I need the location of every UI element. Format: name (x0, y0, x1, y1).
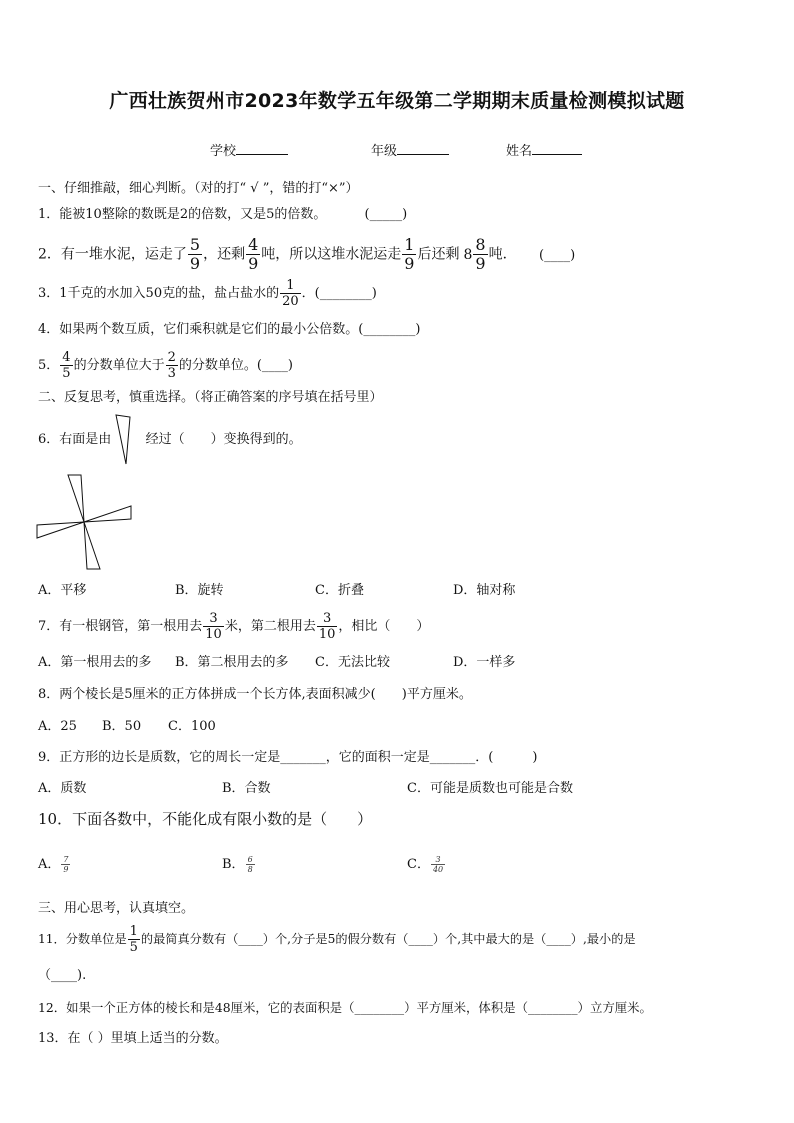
school-field (210, 140, 288, 159)
q7-f2-den: 10 (318, 627, 336, 642)
q6-option-a[interactable]: A．平移 (38, 583, 87, 598)
q7-text-a: 7．有一根钢管，第一根用去 (38, 619, 203, 634)
q2-text-a: 2．有一堆水泥，运走了 (38, 246, 187, 263)
q10-b-fraction (246, 855, 255, 874)
q1-text: 1．能被10整除的数既是2的倍数，又是5的倍数。 (38, 207, 327, 222)
q7-option-a[interactable]: A．第一根用去的多 (38, 655, 152, 670)
q3-text-a: 3．1千克的水加入50克的盐，盐占盐水的 (38, 286, 280, 301)
q2-f1-den: 9 (189, 254, 201, 273)
q2-f3-den: 9 (404, 254, 415, 273)
q2-text-c: 吨，所以这堆水泥运走 (261, 246, 402, 263)
q11-fraction (128, 924, 140, 955)
name-field (506, 140, 582, 159)
q7-fraction-1 (203, 611, 224, 642)
grade-blank[interactable] (397, 141, 449, 155)
school-label: 学校 (210, 144, 237, 159)
q10-c-den: 40 (432, 865, 444, 874)
q5-f1-num: 4 (62, 350, 71, 365)
q3-fraction (280, 278, 301, 309)
page-title: 广西壮族贺州市2023年数学五年级第二学期期末质量检测模拟试题 (109, 90, 685, 112)
grade-field (371, 140, 449, 159)
q7-text-c: ，相比（ ） (338, 619, 430, 634)
q8-option-a[interactable]: A．25 (38, 719, 77, 734)
q5-f2-num: 2 (167, 350, 176, 365)
q10-a-num: 7 (63, 855, 69, 864)
q7-option-d[interactable]: D．一样多 (453, 655, 516, 670)
question-8: 8．两个棱长是5厘米的正方体拼成一个长方体,表面积减少( )平方厘米。 (38, 687, 472, 702)
q7-f1-den: 10 (205, 627, 222, 642)
q2-f4-num: 8 (475, 235, 486, 254)
question-12: 12．如果一个正方体的棱长和是48厘米，它的表面积是（________）平方厘米，体积是（________）立方厘米。 (38, 1000, 652, 1015)
q2-text-d: 后还剩 (417, 246, 460, 263)
q10-a-den: 9 (63, 865, 69, 874)
q7-f2-num: 3 (322, 611, 332, 626)
q9-option-a[interactable]: A．质数 (38, 781, 87, 796)
q5-f2-den: 3 (167, 366, 176, 381)
grade-label: 年级 (371, 144, 398, 159)
q10-c-fraction (431, 855, 445, 874)
q10-b-label: B． (222, 857, 245, 872)
question-3 (38, 278, 377, 309)
question-10: 10．下面各数中，不能化成有限小数的是（ ） (38, 810, 373, 828)
question-11-cont[interactable]: （____). (38, 968, 87, 983)
section3-heading: 三、用心思考，认真填空。 (38, 901, 195, 916)
section1-heading: 一、仔细推敲，细心判断。（对的打“ √ ”，错的打“×”） (38, 181, 359, 196)
q7-f1-num: 3 (209, 611, 218, 626)
q9-option-c[interactable]: C．可能是质数也可能是合数 (407, 781, 573, 796)
q5-fraction-2 (166, 350, 178, 381)
q6-text-a: 6．右面是由 (38, 432, 112, 447)
question-11 (38, 923, 636, 955)
q2-answer[interactable]: (____) (539, 247, 576, 263)
q6-option-d[interactable]: D．轴对称 (453, 583, 516, 598)
q10-b-num: 6 (247, 855, 253, 864)
q5-f1-den: 5 (62, 366, 71, 381)
q3-f-num: 1 (286, 278, 295, 293)
name-label: 姓名 (506, 144, 533, 159)
q10-b-den: 8 (247, 865, 253, 874)
q2-text-b: ，还剩 (203, 246, 246, 263)
q7-fraction-2 (317, 611, 338, 642)
q11-text-a: 11．分数单位是 (38, 932, 127, 946)
q2-f3-num: 1 (404, 235, 415, 254)
q8-option-c[interactable]: C．100 (168, 719, 216, 734)
question-6 (38, 431, 302, 449)
q11-f-den: 5 (129, 940, 138, 955)
school-blank[interactable] (236, 141, 288, 155)
section2-heading: 二、反复思考，慎重选择。（将正确答案的序号填在括号里） (38, 390, 383, 405)
q2-f4-den: 9 (475, 254, 486, 273)
q2-text-e: 吨． (488, 246, 517, 263)
q2-f2-num: 4 (248, 235, 259, 254)
q2-f1-num: 5 (189, 235, 201, 254)
question-4: 4．如果两个数互质，它们乘积就是它们的最小公倍数。(________) (38, 322, 421, 337)
q1-answer[interactable]: (_____) (364, 207, 408, 222)
q2-fraction-4 (473, 236, 487, 273)
q10-c-label: C． (407, 857, 430, 872)
q2-f2-den: 9 (248, 254, 259, 273)
q10-a-label: A． (38, 857, 61, 872)
q2-fraction-1 (188, 236, 202, 273)
question-2 (38, 236, 575, 273)
q6-triangle-icon (113, 414, 133, 466)
q10-option-c[interactable] (407, 853, 446, 877)
question-9: 9．正方形的边长是质数，它的周长一定是_______，它的面积一定是_______．( ) (38, 750, 538, 765)
q5-text-b: 的分数单位大于 (73, 358, 165, 373)
q5-fraction-1 (60, 350, 72, 381)
q7-option-c[interactable]: C．无法比较 (315, 655, 390, 670)
q10-option-b[interactable] (222, 853, 256, 877)
q7-option-b[interactable]: B．第二根用去的多 (175, 655, 289, 670)
q11-f-num: 1 (129, 924, 138, 939)
q10-c-num: 3 (435, 855, 441, 864)
question-13: 13．在（ ）里填上适当的分数。 (38, 1031, 228, 1046)
q6-option-c[interactable]: C．折叠 (315, 583, 364, 598)
q5-text-c[interactable]: 的分数单位。(____) (178, 358, 294, 373)
q6-text-b: 经过（ ）变换得到的。 (145, 432, 302, 447)
q11-text-b[interactable]: 的最简真分数有（____）个,分子是5的假分数有（____）个,其中最大的是（____）,最小的是 (140, 932, 636, 946)
q3-text-b[interactable]: ．(________) (301, 286, 377, 301)
q2-fraction-2 (246, 236, 260, 273)
q6-option-b[interactable]: B．旋转 (175, 583, 224, 598)
q2-fraction-3 (402, 236, 416, 273)
q3-f-den: 20 (282, 294, 299, 309)
question-7 (38, 610, 429, 644)
q2-whole: 8 (463, 246, 473, 263)
question-5 (38, 350, 293, 381)
name-blank[interactable] (532, 141, 582, 155)
q10-a-fraction (61, 855, 70, 874)
q5-text-a: 5． (38, 358, 60, 373)
q9-option-b[interactable]: B．合数 (222, 781, 271, 796)
question-1 (38, 206, 407, 224)
q8-option-b[interactable]: B．50 (102, 719, 142, 734)
q6-pinwheel-figure (36, 474, 132, 570)
q7-text-b: 米，第二根用去 (224, 619, 316, 634)
q10-option-a[interactable] (38, 853, 71, 877)
